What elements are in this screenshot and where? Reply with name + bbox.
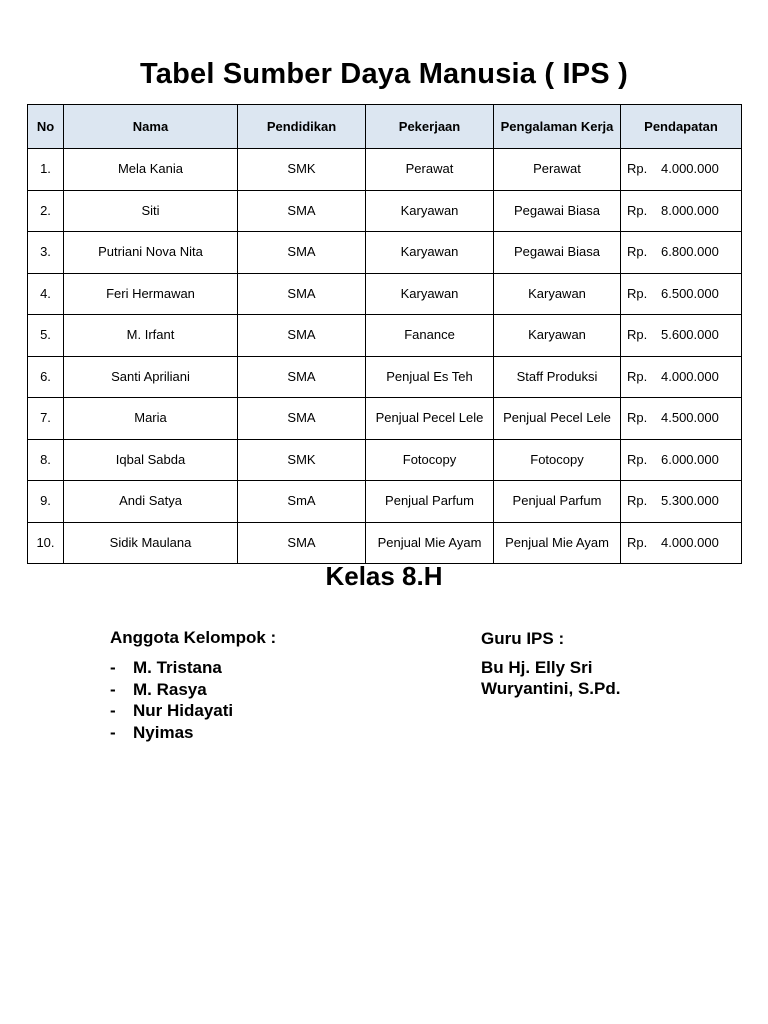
income-amount: 5.300.000 [661,493,719,509]
members-heading: Anggota Kelompok : [110,628,277,647]
cell-no: 1. [28,149,64,191]
bullet-dash: - [110,658,116,677]
income-amount: 4.500.000 [661,410,719,426]
cell-pekerjaan: Penjual Mie Ayam [366,522,494,564]
cell-nama: Putriani Nova Nita [64,232,238,274]
table-row [28,149,742,191]
currency-label: Rp. [627,410,648,426]
table-row [28,522,742,564]
cell-nama: M. Irfant [64,315,238,357]
income-amount: 4.000.000 [661,161,719,177]
cell-nama: Andi Satya [64,481,238,523]
header-pendidikan: Pendidikan [238,105,366,149]
currency-label: Rp. [627,451,648,467]
table-row [28,481,742,523]
cell-pengalaman-kerja: Penjual Parfum [494,481,621,523]
member-name: M. Rasya [133,679,207,699]
cell-pendapatan [621,149,742,191]
list-item [110,657,276,679]
cell-no: 10. [28,522,64,564]
cell-pengalaman-kerja: Pegawai Biasa [494,232,621,274]
cell-pengalaman-kerja: Perawat [494,149,621,191]
cell-pekerjaan: Perawat [366,149,494,191]
cell-pendapatan [621,273,742,315]
cell-pendapatan [621,232,742,274]
cell-no: 5. [28,315,64,357]
cell-pekerjaan: Penjual Es Teh [366,356,494,398]
list-item [110,679,276,701]
cell-pekerjaan: Karyawan [366,232,494,274]
cell-pendapatan [621,481,742,523]
members-list [110,657,276,743]
cell-no: 6. [28,356,64,398]
class-label: Kelas 8.H [325,561,443,591]
cell-pendidikan: SMA [238,315,366,357]
cell-pendidikan: SmA [238,481,366,523]
table-row [28,439,742,481]
cell-pendidikan: SMA [238,398,366,440]
income-amount: 6.000.000 [661,451,719,467]
cell-no: 4. [28,273,64,315]
income-amount: 4.000.000 [661,534,719,550]
currency-label: Rp. [627,285,648,301]
cell-pengalaman-kerja: Karyawan [494,273,621,315]
cell-pengalaman-kerja: Pegawai Biasa [494,190,621,232]
table-row [28,190,742,232]
hr-table [27,104,742,564]
cell-pekerjaan: Karyawan [366,190,494,232]
cell-pendapatan [621,356,742,398]
teacher-heading: Guru IPS : [481,629,565,648]
cell-nama: Mela Kania [64,149,238,191]
cell-pekerjaan: Fanance [366,315,494,357]
header-pendapatan: Pendapatan [621,105,742,149]
cell-pendapatan [621,190,742,232]
list-item [110,700,276,722]
currency-label: Rp. [627,534,648,550]
currency-label: Rp. [627,202,648,218]
cell-pengalaman-kerja: Fotocopy [494,439,621,481]
cell-pengalaman-kerja: Karyawan [494,315,621,357]
cell-pengalaman-kerja: Staff Produksi [494,356,621,398]
table-row [28,232,742,274]
cell-no: 2. [28,190,64,232]
cell-pendapatan [621,522,742,564]
cell-pendidikan: SMA [238,356,366,398]
header-pengalaman-kerja: Pengalaman Kerja [494,105,621,149]
cell-pekerjaan: Karyawan [366,273,494,315]
cell-pekerjaan: Penjual Pecel Lele [366,398,494,440]
cell-pendidikan: SMK [238,439,366,481]
member-name: Nyimas [133,722,194,742]
cell-pendidikan: SMA [238,273,366,315]
table-header-row [28,105,742,149]
bullet-dash: - [110,679,116,699]
cell-nama: Iqbal Sabda [64,439,238,481]
cell-no: 7. [28,398,64,440]
income-amount: 5.600.000 [661,327,719,343]
cell-pendidikan: SMA [238,190,366,232]
table-row [28,315,742,357]
header-nama: Nama [64,105,238,149]
cell-nama: Feri Hermawan [64,273,238,315]
bullet-dash: - [110,722,116,742]
income-amount: 8.000.000 [661,202,719,218]
cell-pendapatan [621,439,742,481]
cell-pendidikan: SMA [238,522,366,564]
cell-nama: Maria [64,398,238,440]
cell-pendidikan: SMK [238,149,366,191]
member-name: M. Tristana [133,658,222,677]
cell-pekerjaan: Fotocopy [366,439,494,481]
income-amount: 6.500.000 [661,285,719,301]
header-no: No [28,105,64,149]
currency-label: Rp. [627,244,648,260]
teacher-name-line1: Bu Hj. Elly Sri [481,657,593,677]
currency-label: Rp. [627,493,648,509]
cell-pendidikan: SMA [238,232,366,274]
list-item [110,722,276,744]
cell-nama: Santi Apriliani [64,356,238,398]
cell-pengalaman-kerja: Penjual Pecel Lele [494,398,621,440]
currency-label: Rp. [627,327,648,343]
group-members [110,628,276,743]
cell-pengalaman-kerja: Penjual Mie Ayam [494,522,621,564]
income-amount: 6.800.000 [661,244,719,260]
member-name: Nur Hidayati [133,701,234,720]
cell-no: 8. [28,439,64,481]
cell-no: 9. [28,481,64,523]
table-row [28,356,742,398]
teacher-info [481,628,620,700]
currency-label: Rp. [627,368,648,384]
table-row [28,398,742,440]
income-amount: 4.000.000 [661,368,719,384]
cell-nama: Siti [64,190,238,232]
cell-nama: Sidik Maulana [64,522,238,564]
cell-pekerjaan: Penjual Parfum [366,481,494,523]
cell-pendapatan [621,315,742,357]
table-row [28,273,742,315]
teacher-name-line2: Wuryantini, S.Pd. [481,679,621,698]
currency-label: Rp. [627,161,648,177]
page-title: Tabel Sumber Daya Manusia ( IPS ) [140,58,628,90]
cell-no: 3. [28,232,64,274]
bullet-dash: - [110,701,116,720]
header-pekerjaan: Pekerjaan [366,105,494,149]
cell-pendapatan [621,398,742,440]
